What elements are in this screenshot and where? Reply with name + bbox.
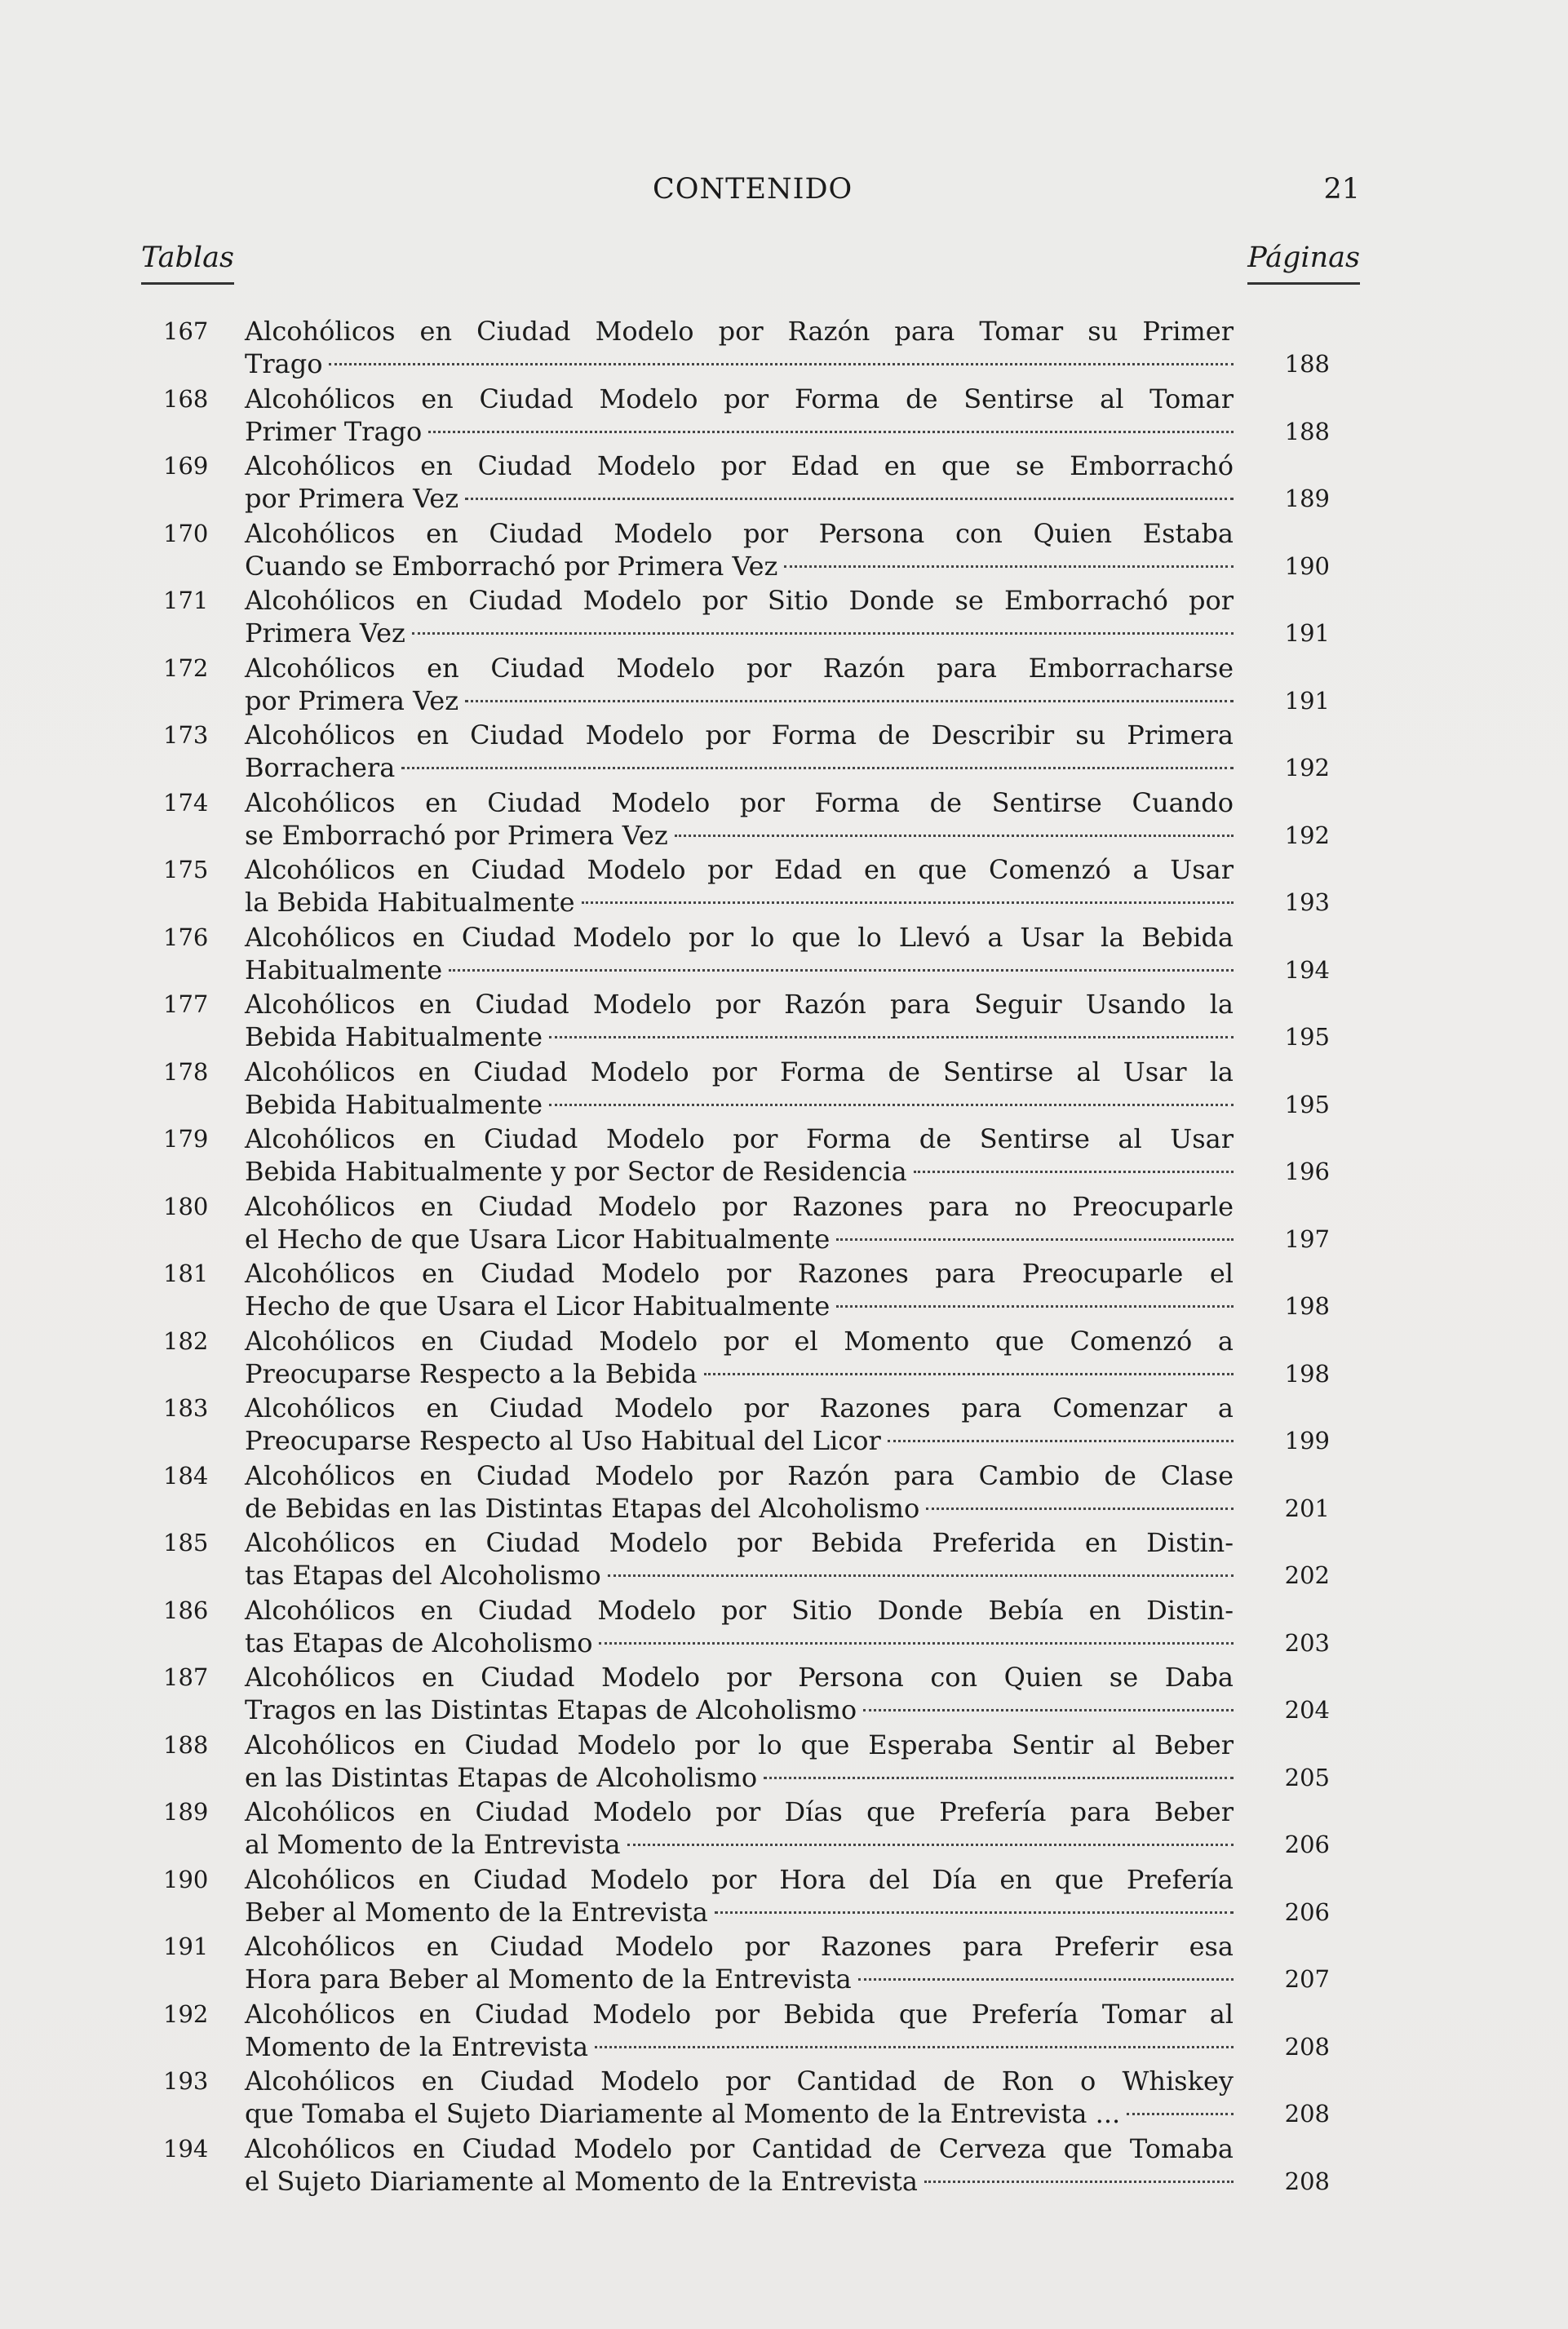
entry-page-number: 208 <box>1284 2100 1330 2128</box>
entry-page-number: 192 <box>1284 821 1330 849</box>
dot-leader <box>599 1642 1234 1645</box>
entry-number: 186 <box>163 1596 209 1624</box>
toc-entry <box>163 786 1330 852</box>
entry-title-line: Alcohólicos en Ciudad Modelo por Edad en que se Emborrachó <box>245 450 1234 481</box>
entry-title-line: Primer Trago <box>245 415 423 447</box>
entry-number: 190 <box>163 1865 209 1893</box>
entry-title-last-line <box>245 1828 1234 1861</box>
entry-title <box>245 1257 1234 1322</box>
entry-title-line: Alcohólicos en Ciudad Modelo por Forma de Sentirse al Usar la <box>245 1056 1234 1087</box>
entry-title <box>245 652 1234 717</box>
entry-title-last-line <box>245 1963 1234 1995</box>
dot-leader <box>401 767 1234 769</box>
entry-title <box>245 1325 1234 1390</box>
entry-page-number: 201 <box>1284 1494 1330 1522</box>
dot-leader <box>549 1104 1234 1106</box>
entry-title-line: Bebida Habitualmente <box>245 1021 543 1052</box>
toc-entry <box>163 584 1330 649</box>
entry-page-number: 208 <box>1284 2167 1330 2195</box>
entry-title-line: Alcohólicos en Ciudad Modelo por Razón para Emborracharse <box>245 652 1234 684</box>
entry-title <box>245 1122 1234 1188</box>
entry-number: 178 <box>163 1057 209 1086</box>
entry-title <box>245 921 1234 986</box>
toc-entry <box>163 1325 1330 1390</box>
entry-title-last-line <box>245 1627 1234 1659</box>
entry-page-number: 206 <box>1284 1831 1330 1858</box>
table-of-contents <box>163 315 1330 2199</box>
entry-title-line: Alcohólicos en Ciudad Modelo por Forma de Describir su Primera <box>245 720 1234 751</box>
dot-leader <box>858 1978 1234 1981</box>
entry-title <box>245 2132 1234 2198</box>
entry-number: 181 <box>163 1260 209 1287</box>
entry-title-line: Alcohólicos en Ciudad Modelo por Bebida que Prefería Tomar al <box>245 1998 1234 2030</box>
entry-title <box>245 383 1234 448</box>
dot-leader <box>428 431 1234 433</box>
entry-title-last-line <box>245 1896 1234 1928</box>
entry-page-number: 188 <box>1284 350 1330 378</box>
toc-entry <box>163 1459 1330 1525</box>
entry-title-line: Hecho de que Usara el Licor Habitualmente <box>245 1291 831 1322</box>
toc-entry <box>163 1729 1330 1794</box>
toc-entry <box>163 2065 1330 2130</box>
entry-title-line: Alcohólicos en Ciudad Modelo por Forma de Sentirse al Usar <box>245 1123 1234 1154</box>
entry-title-line: Alcohólicos en Ciudad Modelo por Edad en que Comenzó a Usar <box>245 854 1234 885</box>
entry-title-last-line <box>245 684 1234 717</box>
column-headings <box>0 241 1568 299</box>
entry-title <box>245 988 1234 1053</box>
dot-leader <box>412 632 1234 635</box>
toc-entry <box>163 921 1330 986</box>
toc-entry <box>163 1594 1330 1659</box>
dot-leader <box>926 1508 1234 1510</box>
entry-title <box>245 1795 1234 1861</box>
dot-leader <box>888 1440 1234 1442</box>
entry-title-line: que Tomaba el Sujeto Diariamente al Momento de la Entrevista ... <box>245 2098 1121 2129</box>
dot-leader <box>836 1305 1234 1308</box>
page-title: CONTENIDO <box>653 173 853 206</box>
entry-title-last-line <box>245 1424 1234 1457</box>
dot-leader <box>715 1911 1234 1914</box>
entry-title-line: Alcohólicos en Ciudad Modelo por el Momento que Comenzó a <box>245 1325 1234 1357</box>
entry-number: 182 <box>163 1326 209 1355</box>
entry-title-line: Beber al Momento de la Entrevista <box>245 1896 708 1928</box>
entry-page-number: 191 <box>1284 686 1330 715</box>
entry-title-line: por Primera Vez <box>245 684 459 716</box>
entry-title-line: Alcohólicos en Ciudad Modelo por Cantidad de Ron o Whiskey <box>245 2066 1234 2097</box>
toc-entry <box>163 1930 1330 1995</box>
entry-title <box>245 786 1234 852</box>
entry-title-line: Preocuparse Respecto a la Bebida <box>245 1357 698 1389</box>
entry-page-number: 189 <box>1284 485 1330 512</box>
toc-entry <box>163 383 1330 448</box>
entry-title-line: Alcohólicos en Ciudad Modelo por Hora del Día en que Prefería <box>245 1863 1234 1895</box>
entry-title-line: Hora para Beber al Momento de la Entrevista <box>245 1964 852 1995</box>
entry-title-last-line <box>245 1559 1234 1592</box>
entry-page-number: 205 <box>1284 1763 1330 1791</box>
entry-page-number: 191 <box>1284 619 1330 647</box>
entry-title-line: Alcohólicos en Ciudad Modelo por Forma de Sentirse al Tomar <box>245 383 1234 414</box>
page-header <box>0 173 1568 214</box>
entry-title <box>245 315 1234 380</box>
entry-page-number: 188 <box>1284 417 1330 445</box>
entry-title-last-line <box>245 1357 1234 1390</box>
entry-title-line: la Bebida Habitualmente <box>245 887 575 918</box>
dot-leader <box>595 2046 1234 2048</box>
toc-entry <box>163 1661 1330 1726</box>
toc-entry <box>163 1863 1330 1928</box>
entry-title-last-line <box>245 751 1234 784</box>
entry-title-last-line <box>245 1761 1234 1794</box>
entry-number: 168 <box>163 384 209 413</box>
entry-title-line: Alcohólicos en Ciudad Modelo por Razón para Tomar su Primer <box>245 316 1234 347</box>
entry-title-last-line <box>245 2030 1234 2063</box>
toc-entry <box>163 449 1330 515</box>
entry-title-line: Alcohólicos en Ciudad Modelo por Razones para Comenzar a <box>245 1393 1234 1424</box>
entry-number: 187 <box>163 1663 209 1691</box>
entry-title-line: Cuando se Emborrachó por Primera Vez <box>245 550 778 582</box>
entry-number: 167 <box>163 317 209 345</box>
toc-entry <box>163 652 1330 717</box>
entry-title-line: Momento de la Entrevista <box>245 2030 589 2062</box>
entry-title-last-line <box>245 1223 1234 1255</box>
column-heading-tables: Tablas <box>141 241 234 285</box>
entry-title <box>245 1930 1234 1995</box>
entry-number: 193 <box>163 2067 209 2095</box>
entry-title-line: Alcohólicos en Ciudad Modelo por Razones para Preocuparle el <box>245 1258 1234 1289</box>
entry-title <box>245 517 1234 582</box>
entry-title <box>245 1190 1234 1255</box>
entry-title-line: Preocuparse Respecto al Uso Habitual del Licor <box>245 1425 881 1456</box>
entry-page-number: 194 <box>1284 955 1330 984</box>
entry-title <box>245 1863 1234 1928</box>
entry-number: 173 <box>163 721 209 749</box>
dot-leader <box>675 835 1234 837</box>
entry-title <box>245 1998 1234 2063</box>
entry-title <box>245 719 1234 784</box>
entry-title <box>245 1661 1234 1726</box>
entry-title-line: Trago <box>245 348 323 379</box>
entry-page-number: 196 <box>1284 1158 1330 1185</box>
toc-entry <box>163 1056 1330 1121</box>
entry-title <box>245 1526 1234 1592</box>
entry-title-line: Alcohólicos en Ciudad Modelo por Persona con Quien Estaba <box>245 517 1234 549</box>
entry-number: 179 <box>163 1125 209 1153</box>
entry-title-last-line <box>245 886 1234 919</box>
entry-number: 170 <box>163 519 209 547</box>
toc-entry <box>163 1526 1330 1592</box>
entry-title-last-line <box>245 550 1234 582</box>
entry-title-last-line <box>245 819 1234 852</box>
entry-title-line: Alcohólicos en Ciudad Modelo por Cantidad de Cerveza que Tomaba <box>245 2132 1234 2164</box>
entry-title-line: Alcohólicos en Ciudad Modelo por lo que Esperaba Sentir al Beber <box>245 1729 1234 1760</box>
page-number: 21 <box>1323 173 1360 206</box>
entry-page-number: 206 <box>1284 1897 1330 1926</box>
entry-title-line: Alcohólicos en Ciudad Modelo por Persona con Quien se Daba <box>245 1662 1234 1693</box>
toc-entry <box>163 1257 1330 1322</box>
dot-leader <box>784 565 1234 568</box>
toc-entry <box>163 315 1330 380</box>
dot-leader <box>582 901 1234 904</box>
entry-page-number: 203 <box>1284 1628 1330 1657</box>
entry-page-number: 195 <box>1284 1023 1330 1051</box>
entry-number: 192 <box>163 1999 209 2028</box>
dot-leader <box>1127 2113 1234 2115</box>
toc-entry <box>163 719 1330 784</box>
entry-number: 177 <box>163 990 209 1018</box>
dot-leader <box>465 700 1234 702</box>
entry-number: 171 <box>163 587 209 614</box>
dot-leader <box>924 2181 1234 2183</box>
entry-number: 175 <box>163 856 209 883</box>
dot-leader <box>704 1373 1234 1375</box>
entry-title-last-line <box>245 1021 1234 1053</box>
dot-leader <box>549 1036 1234 1038</box>
toc-entry <box>163 517 1330 582</box>
entry-title-line: Borrachera <box>245 752 396 783</box>
entry-title-last-line <box>245 954 1234 986</box>
entry-number: 191 <box>163 1933 209 1960</box>
entry-title <box>245 1729 1234 1794</box>
toc-entry <box>163 1190 1330 1255</box>
entry-title-last-line <box>245 1155 1234 1188</box>
entry-title <box>245 1459 1234 1525</box>
toc-entry <box>163 853 1330 919</box>
entry-title <box>245 1594 1234 1659</box>
entry-title-line: Alcohólicos en Ciudad Modelo por Bebida Preferida en Distin- <box>245 1527 1234 1558</box>
entry-title-line: Alcohólicos en Ciudad Modelo por Días que Prefería para Beber <box>245 1796 1234 1827</box>
entry-title-line: Alcohólicos en Ciudad Modelo por Sitio Donde se Emborrachó por <box>245 585 1234 616</box>
entry-page-number: 207 <box>1284 1965 1330 1993</box>
entry-title-line: en las Distintas Etapas de Alcoholismo <box>245 1761 758 1793</box>
entry-title-line: Primera Vez <box>245 618 405 649</box>
dot-leader <box>764 1777 1234 1779</box>
entry-page-number: 198 <box>1284 1292 1330 1320</box>
dot-leader <box>836 1238 1234 1241</box>
toc-entry <box>163 1795 1330 1861</box>
entry-page-number: 198 <box>1284 1359 1330 1388</box>
entry-page-number: 208 <box>1284 2032 1330 2061</box>
entry-title-line: Alcohólicos en Ciudad Modelo por Razones para Preferir esa <box>245 1931 1234 1962</box>
entry-title-line: Bebida Habitualmente y por Sector de Residencia <box>245 1156 907 1187</box>
entry-title <box>245 1392 1234 1457</box>
entry-title-line: Tragos en las Distintas Etapas de Alcoholismo <box>245 1694 857 1725</box>
entry-title-line: tas Etapas del Alcoholismo <box>245 1560 601 1591</box>
entry-title-last-line <box>245 617 1234 649</box>
entry-title-line: el Sujeto Diariamente al Momento de la Entrevista <box>245 2165 918 2197</box>
entry-title-line: Alcohólicos en Ciudad Modelo por Forma de Sentirse Cuando <box>245 786 1234 818</box>
entry-page-number: 202 <box>1284 1561 1330 1589</box>
entry-page-number: 199 <box>1284 1427 1330 1455</box>
entry-number: 183 <box>163 1394 209 1422</box>
entry-title-line: Alcohólicos en Ciudad Modelo por Razón para Seguir Usando la <box>245 989 1234 1020</box>
entry-title <box>245 2065 1234 2130</box>
entry-page-number: 190 <box>1284 551 1330 580</box>
entry-number: 189 <box>163 1798 209 1826</box>
dot-leader <box>329 363 1234 365</box>
dot-leader <box>608 1574 1234 1577</box>
entry-title-line: Alcohólicos en Ciudad Modelo por Sitio Donde Bebía en Distin- <box>245 1594 1234 1626</box>
dot-leader <box>863 1709 1234 1711</box>
entry-number: 176 <box>163 923 209 951</box>
entry-number: 184 <box>163 1461 209 1490</box>
entry-number: 172 <box>163 653 209 682</box>
toc-entry <box>163 988 1330 1053</box>
entry-title-line: tas Etapas de Alcoholismo <box>245 1627 593 1658</box>
entry-page-number: 195 <box>1284 1090 1330 1118</box>
entry-title-last-line <box>245 2165 1234 2198</box>
toc-entry <box>163 1122 1330 1188</box>
entry-title-line: se Emborrachó por Primera Vez <box>245 819 668 851</box>
entry-page-number: 192 <box>1284 754 1330 781</box>
entry-title-last-line <box>245 1492 1234 1525</box>
entry-title-last-line <box>245 348 1234 380</box>
entry-number: 185 <box>163 1529 209 1556</box>
entry-title-line: al Momento de la Entrevista <box>245 1829 621 1860</box>
entry-title-last-line <box>245 1694 1234 1726</box>
dot-leader <box>449 969 1234 972</box>
entry-title-line: el Hecho de que Usara Licor Habitualmente <box>245 1223 831 1255</box>
entry-number: 169 <box>163 452 209 480</box>
entry-title <box>245 584 1234 649</box>
toc-entry <box>163 2132 1330 2198</box>
dot-leader <box>465 498 1234 500</box>
entry-title <box>245 853 1234 919</box>
entry-title-line: por Primera Vez <box>245 483 459 514</box>
entry-number: 188 <box>163 1730 209 1759</box>
entry-title-last-line <box>245 1088 1234 1121</box>
entry-page-number: 193 <box>1284 888 1330 916</box>
entry-number: 194 <box>163 2134 209 2163</box>
entry-title-line: de Bebidas en las Distintas Etapas del Alcoholismo <box>245 1492 920 1524</box>
entry-page-number: 197 <box>1284 1224 1330 1253</box>
entry-title <box>245 449 1234 515</box>
entry-title-line: Habitualmente <box>245 954 443 985</box>
entry-title-last-line <box>245 482 1234 515</box>
toc-entry <box>163 1998 1330 2063</box>
entry-title-line: Alcohólicos en Ciudad Modelo por lo que lo Llevó a Usar la Bebida <box>245 921 1234 953</box>
toc-entry <box>163 1392 1330 1457</box>
dot-leader <box>627 1844 1234 1846</box>
entry-title-last-line <box>245 415 1234 448</box>
entry-title-line: Bebida Habitualmente <box>245 1088 543 1120</box>
entry-title-last-line <box>245 1290 1234 1322</box>
entry-number: 174 <box>163 788 209 817</box>
entry-title-line: Alcohólicos en Ciudad Modelo por Razón para Cambio de Clase <box>245 1459 1234 1491</box>
column-heading-pages: Páginas <box>1247 241 1360 285</box>
entry-title-last-line <box>245 2097 1234 2130</box>
entry-title-line: Alcohólicos en Ciudad Modelo por Razones para no Preocuparle <box>245 1190 1234 1222</box>
entry-number: 180 <box>163 1192 209 1220</box>
entry-title <box>245 1056 1234 1121</box>
entry-page-number: 204 <box>1284 1696 1330 1724</box>
dot-leader <box>914 1171 1234 1173</box>
